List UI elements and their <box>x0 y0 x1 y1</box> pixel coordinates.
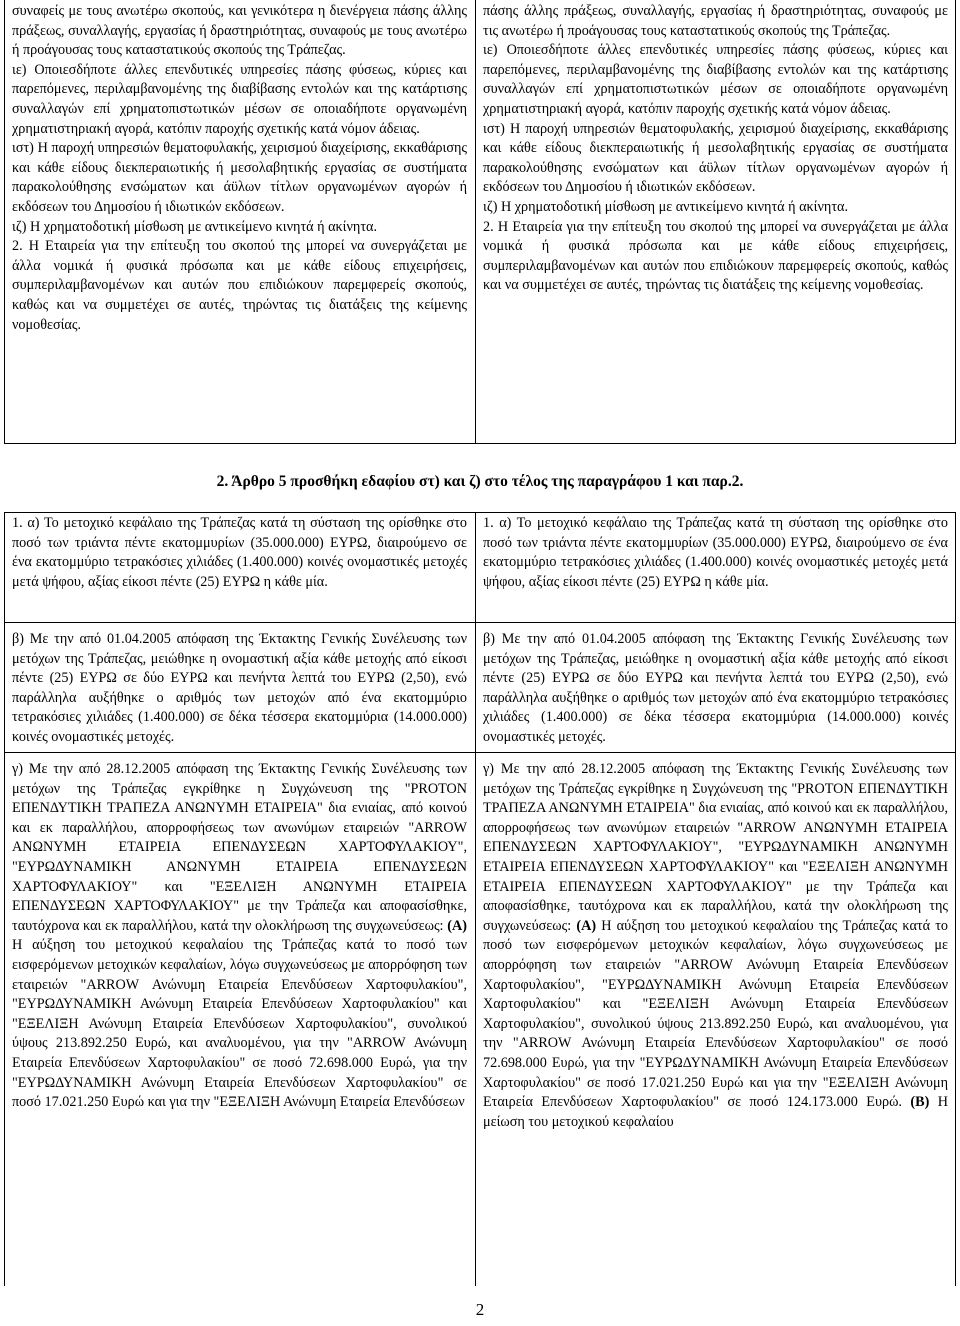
bottom-right-label-a: (Α) <box>576 917 597 934</box>
top-left-para-ist: ιστ) Η παροχή υπηρεσιών θεματοφυλακής, χειρισμού διαχείρισης, εκκαθάρισης και κάθε είδους διεκπεραιωτικής ή μεσολαβητικής εργασίας σε συστήματα παρακολούθησης ενσώματων και άϋλων τίτλων οργανωμένων αγορών ή εκδόσεων του Δημοσίου ή ιδιωτικών εκδόσεων. <box>12 140 467 215</box>
top-left-para-2: 2. Η Εταιρεία για την επίτευξη του σκοπού της μπορεί να συνεργάζεται με άλλα νομικά ή φυσικά πρόσωπα και με κάθε είδους επιχειρήσεις, συμπεριλαμβανομένων και αυτών που επιδιώκουν παρεμφερείς σκοπούς, καθώς και να συμμετέχει σε αυτές, τηρώντας τις διατάξεις της κείμενης νομοθεσίας. <box>12 238 467 333</box>
bottom-right-para-c-part1: γ) Με την από 28.12.2005 απόφαση της Έκτακτης Γενικής Συνέλευσης των μετόχων της Τράπεζας εγκρίθηκε η Συγχώνευση της "PROTON ΕΠΕΝΔΥΤΙΚΗ ΤΡΑΠΕΖΑ ΑΝΩΝΥΜΗ ΕΤΑΙΡΕΙΑ" δια ενιαίας, από κοινού και εκ παραλλήλου, απορροφήσεως των ανωνύμων εταιρειών "ARROW ΑΝΩΝΥΜΗ ΕΤΑΙΡΕΙΑ ΕΠΕΝΔΥΣΕΩΝ ΧΑΡΤΟΦΥΛΑΚΙΟΥ", "ΕΥΡΩΔΥΝΑΜΙΚΗ ΑΝΩΝΥΜΗ ΕΤΑΙΡΕΙΑ ΕΠΕΝΔΥΣΕΩΝ ΧΑΡΤΟΦΥΛΑΚΙΟΥ" και "ΕΞΕΛΙΞΗ ΑΝΩΝΥΜΗ ΕΤΑΙΡΕΙΑ ΕΠΕΝΔΥΣΕΩΝ ΧΑΡΤΟΦΥΛΑΚΙΟΥ" με την Τράπεζα και αποφασίσθηκε, ταυτόχρονα και εκ παραλλήλου, κατά την ολοκλήρωση της συγχωνεύσεως: <box>483 761 948 934</box>
bottom-right-cell-a <box>475 512 956 592</box>
bottom-left-para-c <box>12 760 467 1113</box>
bottom-left-cell-c <box>4 758 475 1113</box>
bottom-row-divider-2 <box>4 752 956 753</box>
bottom-right-label-b: (Β) <box>910 1094 930 1111</box>
bottom-left-label-a: (Α) <box>447 917 467 934</box>
bottom-left-cell-b <box>4 628 475 748</box>
top-left-para-ie: ιε) Οποιεσδήποτε άλλες επενδυτικές υπηρεσίες πάσης φύσεως, κύριες και παρεπόμενες, περιλαμβανομένης της διαβίβασης εντολών και της κατάρτισης συναλλαγών επί χρηματοπιστωτικών μέσων σε οποιαδήποτε οργανωμένη χρηματιστηριακή αγορά, κατόπιν παροχής σχετικής κατά νόμον άδειας. <box>12 61 467 137</box>
bottom-table <box>0 512 960 1286</box>
bottom-left-para-b: β) Με την από 01.04.2005 απόφαση της Έκτακτης Γενικής Συνέλευσης των μετόχων της Τράπεζας, μειώθηκε η ονομαστική αξία κάθε μετοχής από είκοσι πέντε (25) ΕΥΡΩ σε δύο ΕΥΡΩ και πενήντα λεπτά του ΕΥΡΩ (2,50), ενώ παράλληλα αυξήθηκε ο αριθμός των μετοχών από ένα εκατομμύριο τετρακόσιες χιλιάδες (1.400.000) σε δέκα τέσσερα εκατομμύρια (14.000.000) κοινές ονομαστικές μετοχές. <box>12 631 467 745</box>
page-number: 2 <box>475 1300 485 1319</box>
bottom-right-para-b: β) Με την από 01.04.2005 απόφαση της Έκτακτης Γενικής Συνέλευσης των μετόχων της Τράπεζας, μειώθηκε η ονομαστική αξία κάθε μετοχής από είκοσι πέντε (25) ΕΥΡΩ σε δύο ΕΥΡΩ και πενήντα λεπτά του ΕΥΡΩ (2,50), ενώ παράλληλα αυξήθηκε ο αριθμός των μετοχών από ένα εκατομμύριο τετρακόσιες χιλιάδες (1.400.000) σε δέκα τέσσερα εκατομμύρια (14.000.000) κοινές ονομαστικές μετοχές. <box>483 631 948 745</box>
bottom-left-para-a: 1. α) Το μετοχικό κεφάλαιο της Τράπεζας κατά τη σύσταση της ορίσθηκε στο ποσό των τριάντα πέντε εκατομμυρίων (35.000.000) ΕΥΡΩ, διαιρούμενο σε ένα εκατομμύριο τετρακόσιες χιλιάδες (1.400.000) κοινές ονομαστικές μετοχές μετά ψήφου, αξίας είκοσι πέντε (25) ΕΥΡΩ η κάθε μία. <box>12 515 467 590</box>
top-left-para-1: συναφείς με τους ανωτέρω σκοπούς, και γενικότερα η διενέργεια πάσης άλλης πράξεως, συναλλαγής, εργασίας ή δραστηριότητας, συναφούς με τους ανωτέρω ή προάγουσας τους καταστατικούς σκοπούς της Τράπεζας. <box>12 3 467 59</box>
top-right-column <box>475 0 956 296</box>
top-right-para-ie: ιε) Οποιεσδήποτε άλλες επενδυτικές υπηρεσίες πάσης φύσεως, κύριες και παρεπόμενες, περιλαμβανομένης της διαβίβασης εντολών και της κατάρτισης συναλλαγών επί χρηματοπιστωτικών μέσων σε οποιαδήποτε οργανωμένη χρηματιστηριακή αγορά, κατόπιν παροχής σχετικής κατά νόμον άδειας. <box>483 42 948 117</box>
bottom-right-para-c <box>483 760 948 1132</box>
top-left-column <box>4 0 475 335</box>
top-left-para-iz: ιζ) Η χρηματοδοτική μίσθωση με αντικείμενο κινητά ή ακίνητα. <box>12 218 378 235</box>
top-right-para-iz: ιζ) Η χρηματοδοτική μίσθωση με αντικείμενο κινητά ή ακίνητα. <box>483 198 849 215</box>
bottom-right-cell-b <box>475 628 956 748</box>
top-right-para-2: 2. Η Εταιρεία για την επίτευξη του σκοπού της μπορεί να συνεργάζεται με άλλα νομικά ή φυσικά πρόσωπα και με κάθε είδους επιχειρήσεις, συμπεριλαμβανομένων και αυτών που επιδιώκουν παρεμφερείς σκοπούς, καθώς και να συμμετέχει σε αυτές, τηρώντας τις διατάξεις της κείμενης νομοθεσίας. <box>483 218 948 294</box>
bottom-right-para-a: 1. α) Το μετοχικό κεφάλαιο της Τράπεζας κατά τη σύσταση της ορίσθηκε στο ποσό των τριάντα πέντε εκατομμυρίων (35.000.000) ΕΥΡΩ, διαιρούμενο σε ένα εκατομμύριο τετρακόσιες χιλιάδες (1.400.000) κοινές ονομαστικές μετοχές μετά ψήφου, αξίας είκοσι πέντε (25) ΕΥΡΩ η κάθε μία. <box>483 515 948 590</box>
bottom-left-cell-a <box>4 512 475 592</box>
bottom-left-para-c-part2: Η αύξηση του μετοχικού κεφαλαίου της Τράπεζας κατά το ποσό των εισφερόμενων μετοχικών κεφαλαίων, λόγω συγχωνεύσεως με απορρόφηση των εταιρειών "ARROW Ανώνυμη Εταιρεία Επενδύσεων Χαρτοφυλακίου", "ΕΥΡΩΔΥΝΑΜΙΚΗ Ανώνυμη Εταιρεία Επενδύσεων Χαρτοφυλακίου" και "ΕΞΕΛΙΞΗ Ανώνυμη Εταιρεία Επενδύσεων Χαρτοφυλακίου", συνολικού ύψους 213.892.250 Ευρώ, και αναλυομένου, για την "ARROW Ανώνυμη Εταιρεία Επενδύσεων Χαρτοφυλακίου" σε ποσό 72.698.000 Ευρώ, για την "ΕΥΡΩΔΥΝΑΜΙΚΗ Ανώνυμη Εταιρεία Επενδύσεων Χαρτοφυλακίου" σε ποσό 17.021.250 Ευρώ και για την "ΕΞΕΛΙΞΗ Ανώνυμη Εταιρεία Επενδύσεων <box>12 937 467 1111</box>
bottom-right-cell-c <box>475 758 956 1132</box>
top-table <box>0 0 960 444</box>
bottom-left-para-c-part1: γ) Με την από 28.12.2005 απόφαση της Έκτακτης Γενικής Συνέλευσης των μετόχων της Τράπεζας εγκρίθηκε η Συγχώνευση της "PROTON ΕΠΕΝΔΥΤΙΚΗ ΤΡΑΠΕΖΑ ΑΝΩΝΥΜΗ ΕΤΑΙΡΕΙΑ" δια ενιαίας, από κοινού και εκ παραλλήλου, απορροφήσεως των ανωνύμων εταιρειών "ARROW ΑΝΩΝΥΜΗ ΕΤΑΙΡΕΙΑ ΕΠΕΝΔΥΣΕΩΝ ΧΑΡΤΟΦΥΛΑΚΙΟΥ", "ΕΥΡΩΔΥΝΑΜΙΚΗ ΑΝΩΝΥΜΗ ΕΤΑΙΡΕΙΑ ΕΠΕΝΔΥΣΕΩΝ ΧΑΡΤΟΦΥΛΑΚΙΟΥ" και "ΕΞΕΛΙΞΗ ΑΝΩΝΥΜΗ ΕΤΑΙΡΕΙΑ ΕΠΕΝΔΥΣΕΩΝ ΧΑΡΤΟΦΥΛΑΚΙΟΥ" με την Τράπεζα και αποφασίσθηκε, ταυτόχρονα και εκ παραλλήλου, κατά την ολοκλήρωση της συγχωνεύσεως: <box>12 761 467 934</box>
top-right-para-1: πάσης άλλης πράξεως, συναλλαγής, εργασίας ή δραστηριότητας, συναφούς με τις ανωτέρω ή προάγουσας τους καταστατικούς σκοπούς της Τράπεζας. <box>483 3 948 39</box>
bottom-right-para-c-part3: Η μείωση του μετοχικού κεφαλαίου <box>483 1094 948 1130</box>
top-right-para-ist: ιστ) Η παροχή υπηρεσιών θεματοφυλακής, χειρισμού διαχείρισης, εκκαθάρισης και κάθε είδους διεκπεραιωτικής ή μεσολαβητικής εργασίας σε συστήματα παρακολούθησης ενσώματων και άϋλων τίτλων οργανωμένων αγορών ή εκδόσεων του Δημοσίου ή ιδιωτικών εκδόσεων. <box>483 120 948 196</box>
bottom-row-divider-1 <box>4 622 956 623</box>
bottom-right-para-c-part2: Η αύξηση του μετοχικού κεφαλαίου της Τράπεζας κατά το ποσό των εισφερόμενων μετοχικών κεφαλαίων, λόγω συγχωνεύσεως με απορρόφηση των εταιρειών "ARROW Ανώνυμη Εταιρεία Επενδύσεων Χαρτοφυλακίου", "ΕΥΡΩΔΥΝΑΜΙΚΗ Ανώνυμη Εταιρεία Επενδύσεων Χαρτοφυλακίου" και "ΕΞΕΛΙΞΗ Ανώνυμη Εταιρεία Επενδύσεων Χαρτοφυλακίου", συνολικού ύψους 213.892.250 Ευρώ, και αναλυομένου, για την "ARROW Ανώνυμη Εταιρεία Επενδύσεων Χαρτοφυλακίου" σε ποσό 72.698.000 Ευρώ, για την "ΕΥΡΩΔΥΝΑΜΙΚΗ Ανώνυμη Εταιρεία Επενδύσεων Χαρτοφυλακίου" σε ποσό 17.021.250 Ευρώ και για την "ΕΞΕΛΙΞΗ Ανώνυμη Εταιρεία Επενδύσεων Χαρτοφυλακίου" σε ποσό 124.173.000 Ευρώ. <box>483 917 949 1111</box>
section-heading: 2. Άρθρο 5 προσθήκη εδαφίου στ) και ζ) στο τέλος της παραγράφου 1 και παρ.2. <box>216 473 744 490</box>
top-table-bottom-border <box>4 443 956 444</box>
